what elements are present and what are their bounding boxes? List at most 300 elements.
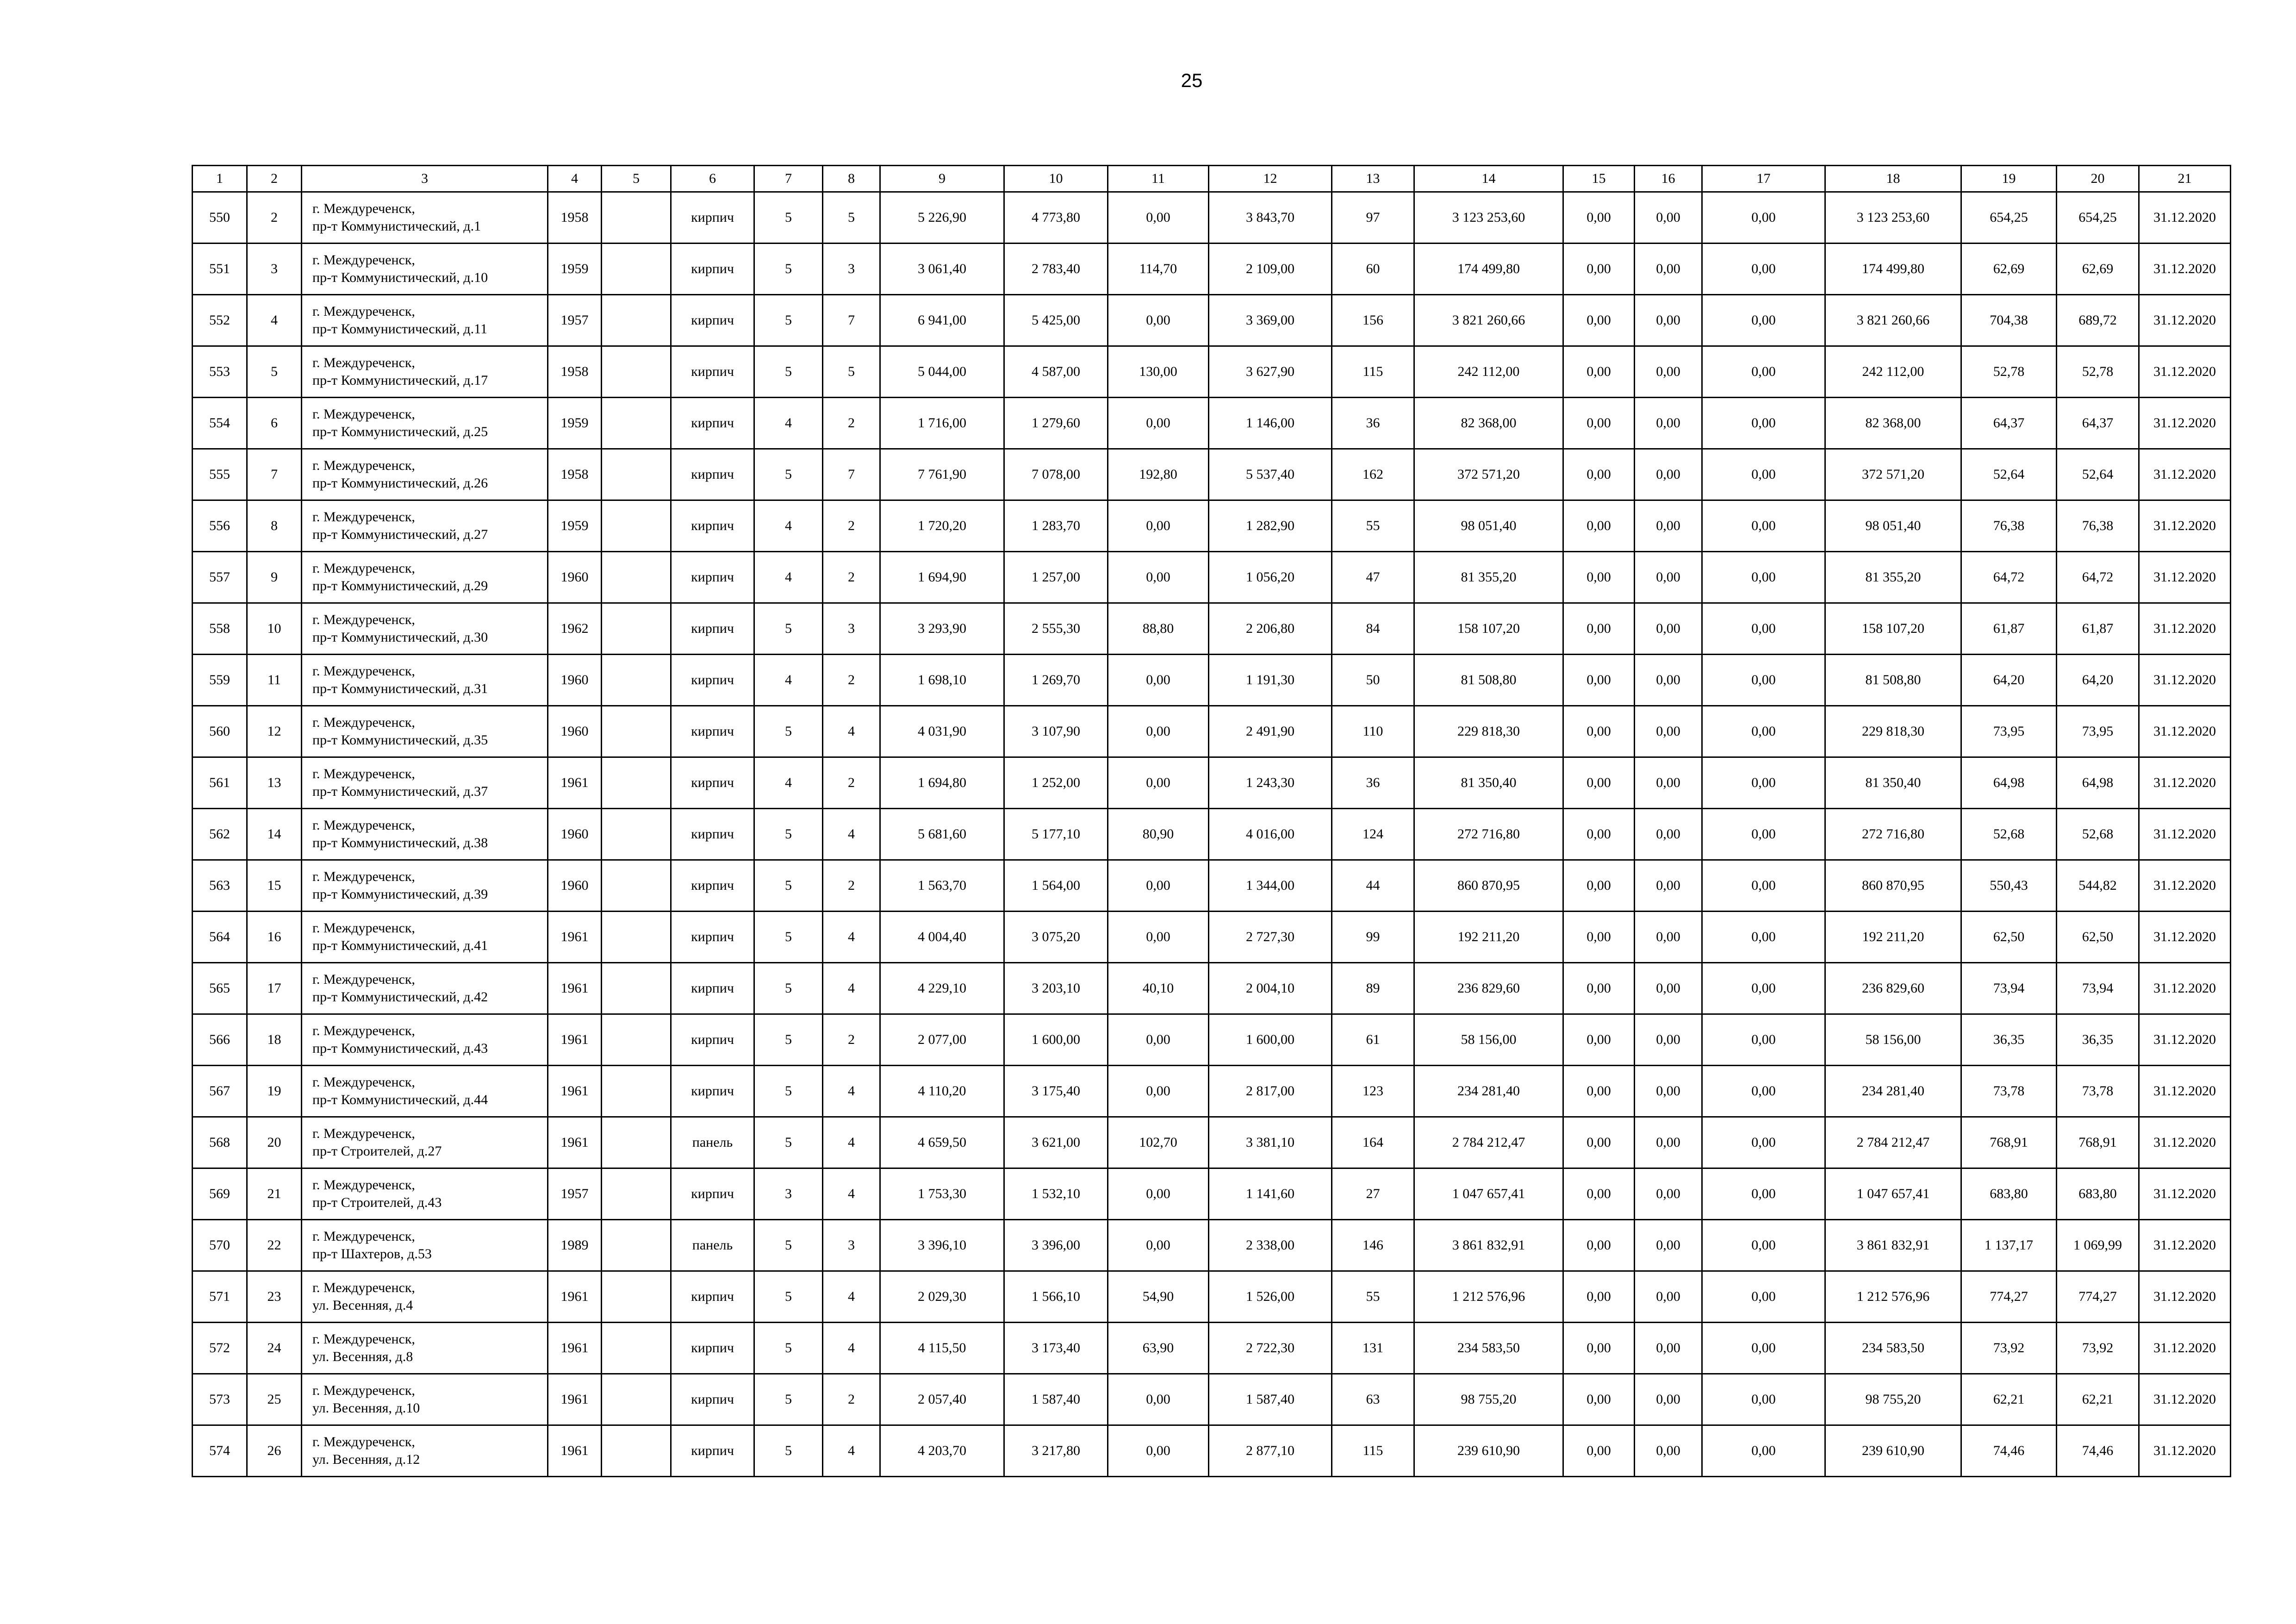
table-cell: 1 137,17: [1961, 1220, 2057, 1271]
table-cell: 62,50: [2057, 912, 2139, 963]
table-cell: 3: [823, 1220, 880, 1271]
column-header-6: 6: [671, 166, 754, 192]
table-cell: 62,69: [1961, 244, 2057, 295]
table-cell: 0,00: [1563, 1117, 1635, 1168]
address-street: пр-т Коммунистический, д.11: [312, 321, 487, 337]
table-cell: 0,00: [1702, 603, 1825, 655]
column-header-4: 4: [548, 166, 602, 192]
table-cell: 73,92: [2057, 1323, 2139, 1374]
address-cell: [302, 346, 548, 398]
table-cell: 6 941,00: [880, 295, 1004, 346]
table-cell: 0,00: [1702, 963, 1825, 1014]
table-cell: 31.12.2020: [2139, 706, 2231, 757]
address-cell: [302, 500, 548, 552]
table-row: [193, 757, 2231, 809]
table-cell: 31.12.2020: [2139, 449, 2231, 500]
table-cell: 1 212 576,96: [1414, 1271, 1563, 1323]
table-cell: 1 056,20: [1209, 552, 1332, 603]
table-cell: 61,87: [2057, 603, 2139, 655]
table-cell: 1961: [548, 912, 602, 963]
table-cell: 7 078,00: [1004, 449, 1108, 500]
table-cell: 0,00: [1108, 192, 1209, 244]
address-cell: [302, 912, 548, 963]
table-cell: 64,98: [2057, 757, 2139, 809]
table-cell: 1 269,70: [1004, 655, 1108, 706]
table-cell: 1 716,00: [880, 398, 1004, 449]
table-cell: 768,91: [1961, 1117, 2057, 1168]
table-cell: 573: [193, 1374, 247, 1425]
table-cell: 174 499,80: [1414, 244, 1563, 295]
address-city: г. Междуреченск,: [312, 972, 415, 987]
table-cell: 0,00: [1563, 192, 1635, 244]
table-cell: 2 338,00: [1209, 1220, 1332, 1271]
table-cell: 192,80: [1108, 449, 1209, 500]
table-cell: 0,00: [1108, 552, 1209, 603]
table-cell: 4 229,10: [880, 963, 1004, 1014]
table-cell: кирпич: [671, 346, 754, 398]
table-cell: 1 564,00: [1004, 860, 1108, 912]
table-cell: кирпич: [671, 449, 754, 500]
address-street: пр-т Коммунистический, д.38: [312, 835, 488, 850]
table-cell: 1989: [548, 1220, 602, 1271]
table-cell: 2 057,40: [880, 1374, 1004, 1425]
column-header-17: 17: [1702, 166, 1825, 192]
table-cell: 4: [823, 1323, 880, 1374]
table-cell: 1 753,30: [880, 1168, 1004, 1220]
table-cell: 1 141,60: [1209, 1168, 1332, 1220]
table-cell: 2 727,30: [1209, 912, 1332, 963]
column-header-5: 5: [602, 166, 671, 192]
table-cell: 0,00: [1563, 603, 1635, 655]
table-cell: 704,38: [1961, 295, 2057, 346]
table-cell: 4: [754, 552, 823, 603]
table-cell: 0,00: [1635, 449, 1702, 500]
column-header-12: 12: [1209, 166, 1332, 192]
table-cell: 0,00: [1635, 552, 1702, 603]
table-cell: 3 173,40: [1004, 1323, 1108, 1374]
table-cell: 372 571,20: [1414, 449, 1563, 500]
table-cell: 131: [1332, 1323, 1414, 1374]
table-cell: кирпич: [671, 809, 754, 860]
table-cell: 31.12.2020: [2139, 1374, 2231, 1425]
table-cell: 0,00: [1635, 603, 1702, 655]
table-cell: 27: [1332, 1168, 1414, 1220]
table-cell: 2 004,10: [1209, 963, 1332, 1014]
table-cell: 567: [193, 1066, 247, 1117]
table-cell: 2 206,80: [1209, 603, 1332, 655]
table-row: [193, 346, 2231, 398]
address-street: пр-т Строителей, д.43: [312, 1195, 442, 1210]
table-cell: 4 773,80: [1004, 192, 1108, 244]
table-row: [193, 192, 2231, 244]
table-cell: 239 610,90: [1414, 1425, 1563, 1477]
table-cell: 0,00: [1702, 1066, 1825, 1117]
table-cell: 4 004,40: [880, 912, 1004, 963]
table-cell: 3 369,00: [1209, 295, 1332, 346]
table-cell: 0,00: [1702, 757, 1825, 809]
table-cell: 62,21: [1961, 1374, 2057, 1425]
address-city: г. Междуреченск,: [312, 715, 415, 730]
table-cell: 272 716,80: [1825, 809, 1961, 860]
table-cell: кирпич: [671, 1168, 754, 1220]
table-cell: 234 583,50: [1825, 1323, 1961, 1374]
table-cell: 1 282,90: [1209, 500, 1332, 552]
table-cell: 3 123 253,60: [1825, 192, 1961, 244]
table-row: [193, 1117, 2231, 1168]
table-cell: 0,00: [1563, 809, 1635, 860]
table-cell: 5: [247, 346, 302, 398]
table-cell: 4: [823, 1066, 880, 1117]
table-cell: 5: [754, 244, 823, 295]
table-cell: 73,94: [1961, 963, 2057, 1014]
table-cell: 3 621,00: [1004, 1117, 1108, 1168]
table-cell: 242 112,00: [1414, 346, 1563, 398]
table-cell: 0,00: [1635, 398, 1702, 449]
table-cell: 26: [247, 1425, 302, 1477]
table-cell: 572: [193, 1323, 247, 1374]
table-cell: 99: [1332, 912, 1414, 963]
table-cell: [602, 1323, 671, 1374]
table-cell: 73,92: [1961, 1323, 2057, 1374]
table-cell: 0,00: [1702, 552, 1825, 603]
table-cell: кирпич: [671, 1323, 754, 1374]
table-cell: 0,00: [1563, 1323, 1635, 1374]
address-city: г. Междуреченск,: [312, 509, 415, 525]
table-cell: 31.12.2020: [2139, 912, 2231, 963]
table-cell: 0,00: [1635, 1168, 1702, 1220]
table-cell: 82 368,00: [1825, 398, 1961, 449]
table-cell: 52,68: [1961, 809, 2057, 860]
table-cell: 0,00: [1108, 500, 1209, 552]
table-cell: 4: [754, 757, 823, 809]
table-cell: 2 029,30: [880, 1271, 1004, 1323]
table-cell: 1960: [548, 706, 602, 757]
table-cell: 2: [823, 655, 880, 706]
table-cell: 5: [754, 603, 823, 655]
table-cell: 0,00: [1635, 1220, 1702, 1271]
table-cell: 0,00: [1702, 244, 1825, 295]
address-street: пр-т Коммунистический, д.26: [312, 475, 488, 491]
address-cell: [302, 1323, 548, 1374]
table-cell: 31.12.2020: [2139, 398, 2231, 449]
table-cell: 0,00: [1635, 912, 1702, 963]
table-cell: 98 051,40: [1825, 500, 1961, 552]
address-city: г. Междуреченск,: [312, 406, 415, 422]
table-cell: 1 243,30: [1209, 757, 1332, 809]
address-city: г. Междуреченск,: [312, 818, 415, 833]
table-cell: 21: [247, 1168, 302, 1220]
table-cell: 1 563,70: [880, 860, 1004, 912]
table-cell: 2 817,00: [1209, 1066, 1332, 1117]
table-cell: [602, 1220, 671, 1271]
table-cell: 4: [247, 295, 302, 346]
table-cell: 570: [193, 1220, 247, 1271]
address-cell: [302, 963, 548, 1014]
table-cell: 0,00: [1108, 1066, 1209, 1117]
table-cell: 2 877,10: [1209, 1425, 1332, 1477]
table-cell: 81 355,20: [1414, 552, 1563, 603]
table-cell: [602, 963, 671, 1014]
table-cell: 50: [1332, 655, 1414, 706]
table-cell: 5 537,40: [1209, 449, 1332, 500]
table-cell: 0,00: [1702, 1014, 1825, 1066]
table-cell: 0,00: [1563, 1014, 1635, 1066]
table-cell: кирпич: [671, 1425, 754, 1477]
table-cell: 14: [247, 809, 302, 860]
table-cell: 0,00: [1635, 1425, 1702, 1477]
table-cell: 74,46: [1961, 1425, 2057, 1477]
table-cell: 98 051,40: [1414, 500, 1563, 552]
table-cell: 0,00: [1563, 398, 1635, 449]
table-cell: 571: [193, 1271, 247, 1323]
table-cell: 2 784 212,47: [1414, 1117, 1563, 1168]
table-cell: 61,87: [1961, 603, 2057, 655]
table-cell: 0,00: [1563, 1271, 1635, 1323]
table-cell: 574: [193, 1425, 247, 1477]
table-cell: 554: [193, 398, 247, 449]
table-cell: 0,00: [1702, 1425, 1825, 1477]
table-cell: 3 217,80: [1004, 1425, 1108, 1477]
table-cell: 31.12.2020: [2139, 1323, 2231, 1374]
table-cell: 31.12.2020: [2139, 1066, 2231, 1117]
table-cell: 1 252,00: [1004, 757, 1108, 809]
table-cell: 0,00: [1635, 757, 1702, 809]
table-cell: 561: [193, 757, 247, 809]
table-cell: панель: [671, 1220, 754, 1271]
table-cell: 774,27: [2057, 1271, 2139, 1323]
table-cell: 5: [754, 1323, 823, 1374]
table-cell: 1 047 657,41: [1414, 1168, 1563, 1220]
table-cell: 60: [1332, 244, 1414, 295]
table-cell: кирпич: [671, 192, 754, 244]
address-street: пр-т Коммунистический, д.27: [312, 527, 488, 542]
table-cell: 63,90: [1108, 1323, 1209, 1374]
address-city: г. Междуреченск,: [312, 252, 415, 268]
table-cell: 4: [823, 912, 880, 963]
table-cell: 5 425,00: [1004, 295, 1108, 346]
table-cell: 10: [247, 603, 302, 655]
table-cell: 689,72: [2057, 295, 2139, 346]
table-cell: 5: [754, 912, 823, 963]
address-city: г. Междуреченск,: [312, 663, 415, 679]
address-cell: [302, 192, 548, 244]
table-row: [193, 1168, 2231, 1220]
table-row: [193, 552, 2231, 603]
table-cell: 860 870,95: [1414, 860, 1563, 912]
table-cell: 552: [193, 295, 247, 346]
table-cell: 1 587,40: [1004, 1374, 1108, 1425]
table-cell: [602, 757, 671, 809]
table-row: [193, 1220, 2231, 1271]
address-cell: [302, 603, 548, 655]
table-cell: [602, 1014, 671, 1066]
table-cell: 562: [193, 809, 247, 860]
table-cell: 1 566,10: [1004, 1271, 1108, 1323]
table-cell: 0,00: [1702, 398, 1825, 449]
table-cell: 0,00: [1702, 192, 1825, 244]
address-street: пр-т Коммунистический, д.25: [312, 424, 488, 439]
table-row: [193, 655, 2231, 706]
table-cell: 0,00: [1108, 1014, 1209, 1066]
table-cell: 73,95: [1961, 706, 2057, 757]
table-cell: 0,00: [1635, 500, 1702, 552]
table-cell: 54,90: [1108, 1271, 1209, 1323]
table-cell: 1 069,99: [2057, 1220, 2139, 1271]
table-cell: 558: [193, 603, 247, 655]
table-cell: кирпич: [671, 655, 754, 706]
table-cell: 0,00: [1108, 860, 1209, 912]
table-cell: 0,00: [1635, 192, 1702, 244]
table-cell: 1960: [548, 552, 602, 603]
table-cell: 555: [193, 449, 247, 500]
column-header-15: 15: [1563, 166, 1635, 192]
table-cell: кирпич: [671, 706, 754, 757]
address-cell: [302, 1014, 548, 1066]
table-cell: 242 112,00: [1825, 346, 1961, 398]
table-cell: 76,38: [2057, 500, 2139, 552]
table-cell: 559: [193, 655, 247, 706]
address-city: г. Междуреченск,: [312, 1280, 415, 1295]
table-cell: 0,00: [1702, 1168, 1825, 1220]
table-cell: 81 508,80: [1414, 655, 1563, 706]
table-cell: 1958: [548, 449, 602, 500]
table-cell: кирпич: [671, 552, 754, 603]
table-cell: [602, 1168, 671, 1220]
column-header-19: 19: [1961, 166, 2057, 192]
table-cell: 158 107,20: [1825, 603, 1961, 655]
table-cell: 88,80: [1108, 603, 1209, 655]
table-cell: 31.12.2020: [2139, 1014, 2231, 1066]
table-cell: 130,00: [1108, 346, 1209, 398]
table-cell: 16: [247, 912, 302, 963]
table-cell: 81 350,40: [1825, 757, 1961, 809]
table-cell: 1961: [548, 1374, 602, 1425]
table-cell: 0,00: [1563, 449, 1635, 500]
table-cell: 0,00: [1702, 1117, 1825, 1168]
address-street: пр-т Коммунистический, д.1: [312, 219, 481, 234]
table-cell: [602, 398, 671, 449]
table-cell: 3 107,90: [1004, 706, 1108, 757]
address-street: ул. Весенняя, д.12: [312, 1452, 420, 1467]
table-cell: 73,95: [2057, 706, 2139, 757]
table-cell: 0,00: [1563, 346, 1635, 398]
table-cell: 63: [1332, 1374, 1414, 1425]
table-cell: 1 344,00: [1209, 860, 1332, 912]
table-cell: 4: [823, 1168, 880, 1220]
table-cell: 31.12.2020: [2139, 1425, 2231, 1477]
table-cell: 5: [754, 963, 823, 1014]
table-cell: 0,00: [1108, 1220, 1209, 1271]
table-cell: 162: [1332, 449, 1414, 500]
table-cell: 4: [754, 655, 823, 706]
table-cell: [602, 655, 671, 706]
table-cell: кирпич: [671, 757, 754, 809]
table-cell: 0,00: [1563, 1168, 1635, 1220]
table-cell: 5: [754, 1117, 823, 1168]
table-cell: 19: [247, 1066, 302, 1117]
table-cell: 3 861 832,91: [1825, 1220, 1961, 1271]
table-cell: 1962: [548, 603, 602, 655]
table-cell: 3 075,20: [1004, 912, 1108, 963]
address-city: г. Междуреченск,: [312, 561, 415, 576]
table-cell: 0,00: [1635, 244, 1702, 295]
column-header-13: 13: [1332, 166, 1414, 192]
table-cell: [602, 1374, 671, 1425]
table-cell: 114,70: [1108, 244, 1209, 295]
table-cell: 1 587,40: [1209, 1374, 1332, 1425]
table-cell: 62,21: [2057, 1374, 2139, 1425]
table-cell: 2 783,40: [1004, 244, 1108, 295]
table-cell: 0,00: [1563, 1374, 1635, 1425]
address-cell: [302, 809, 548, 860]
table-cell: 4: [823, 1271, 880, 1323]
table-cell: 654,25: [2057, 192, 2139, 244]
table-cell: 2: [823, 757, 880, 809]
table-cell: 4: [823, 1425, 880, 1477]
table-cell: 2: [823, 500, 880, 552]
table-cell: 7: [823, 449, 880, 500]
address-city: г. Междуреченск,: [312, 1126, 415, 1141]
table-body: [193, 192, 2231, 1477]
table-cell: 3: [823, 603, 880, 655]
table-cell: 3 396,00: [1004, 1220, 1108, 1271]
table-cell: 1 146,00: [1209, 398, 1332, 449]
table-cell: 2: [823, 398, 880, 449]
address-city: г. Междуреченск,: [312, 1331, 415, 1347]
address-city: г. Междуреченск,: [312, 1023, 415, 1038]
address-street: пр-т Коммунистический, д.43: [312, 1041, 488, 1056]
table-row: [193, 1014, 2231, 1066]
table-cell: 5: [754, 1014, 823, 1066]
table-cell: 1 526,00: [1209, 1271, 1332, 1323]
table-cell: 234 281,40: [1414, 1066, 1563, 1117]
table-cell: 23: [247, 1271, 302, 1323]
address-city: г. Междуреченск,: [312, 1074, 415, 1090]
table-cell: [602, 552, 671, 603]
address-cell: [302, 860, 548, 912]
table-cell: 146: [1332, 1220, 1414, 1271]
table-cell: 2 077,00: [880, 1014, 1004, 1066]
address-cell: [302, 1220, 548, 1271]
table-cell: 0,00: [1635, 346, 1702, 398]
table-cell: 4: [823, 963, 880, 1014]
table-cell: 683,80: [1961, 1168, 2057, 1220]
table-cell: 0,00: [1108, 1374, 1209, 1425]
table-cell: 654,25: [1961, 192, 2057, 244]
table-cell: 1959: [548, 500, 602, 552]
table-cell: 4: [823, 1117, 880, 1168]
table-cell: 560: [193, 706, 247, 757]
table-cell: 1960: [548, 809, 602, 860]
table-cell: 0,00: [1702, 449, 1825, 500]
address-city: г. Междуреченск,: [312, 1434, 415, 1449]
table-cell: 1958: [548, 346, 602, 398]
table-cell: 0,00: [1702, 500, 1825, 552]
table-cell: 81 350,40: [1414, 757, 1563, 809]
table-cell: 4 031,90: [880, 706, 1004, 757]
table-cell: 3 123 253,60: [1414, 192, 1563, 244]
table-cell: 6: [247, 398, 302, 449]
table-cell: 5: [754, 1425, 823, 1477]
address-cell: [302, 552, 548, 603]
table-cell: 0,00: [1635, 1117, 1702, 1168]
table-cell: 569: [193, 1168, 247, 1220]
table-cell: 31.12.2020: [2139, 1220, 2231, 1271]
table-cell: 5 044,00: [880, 346, 1004, 398]
table-cell: 3 175,40: [1004, 1066, 1108, 1117]
table-cell: 236 829,60: [1825, 963, 1961, 1014]
table-cell: 0,00: [1702, 1271, 1825, 1323]
